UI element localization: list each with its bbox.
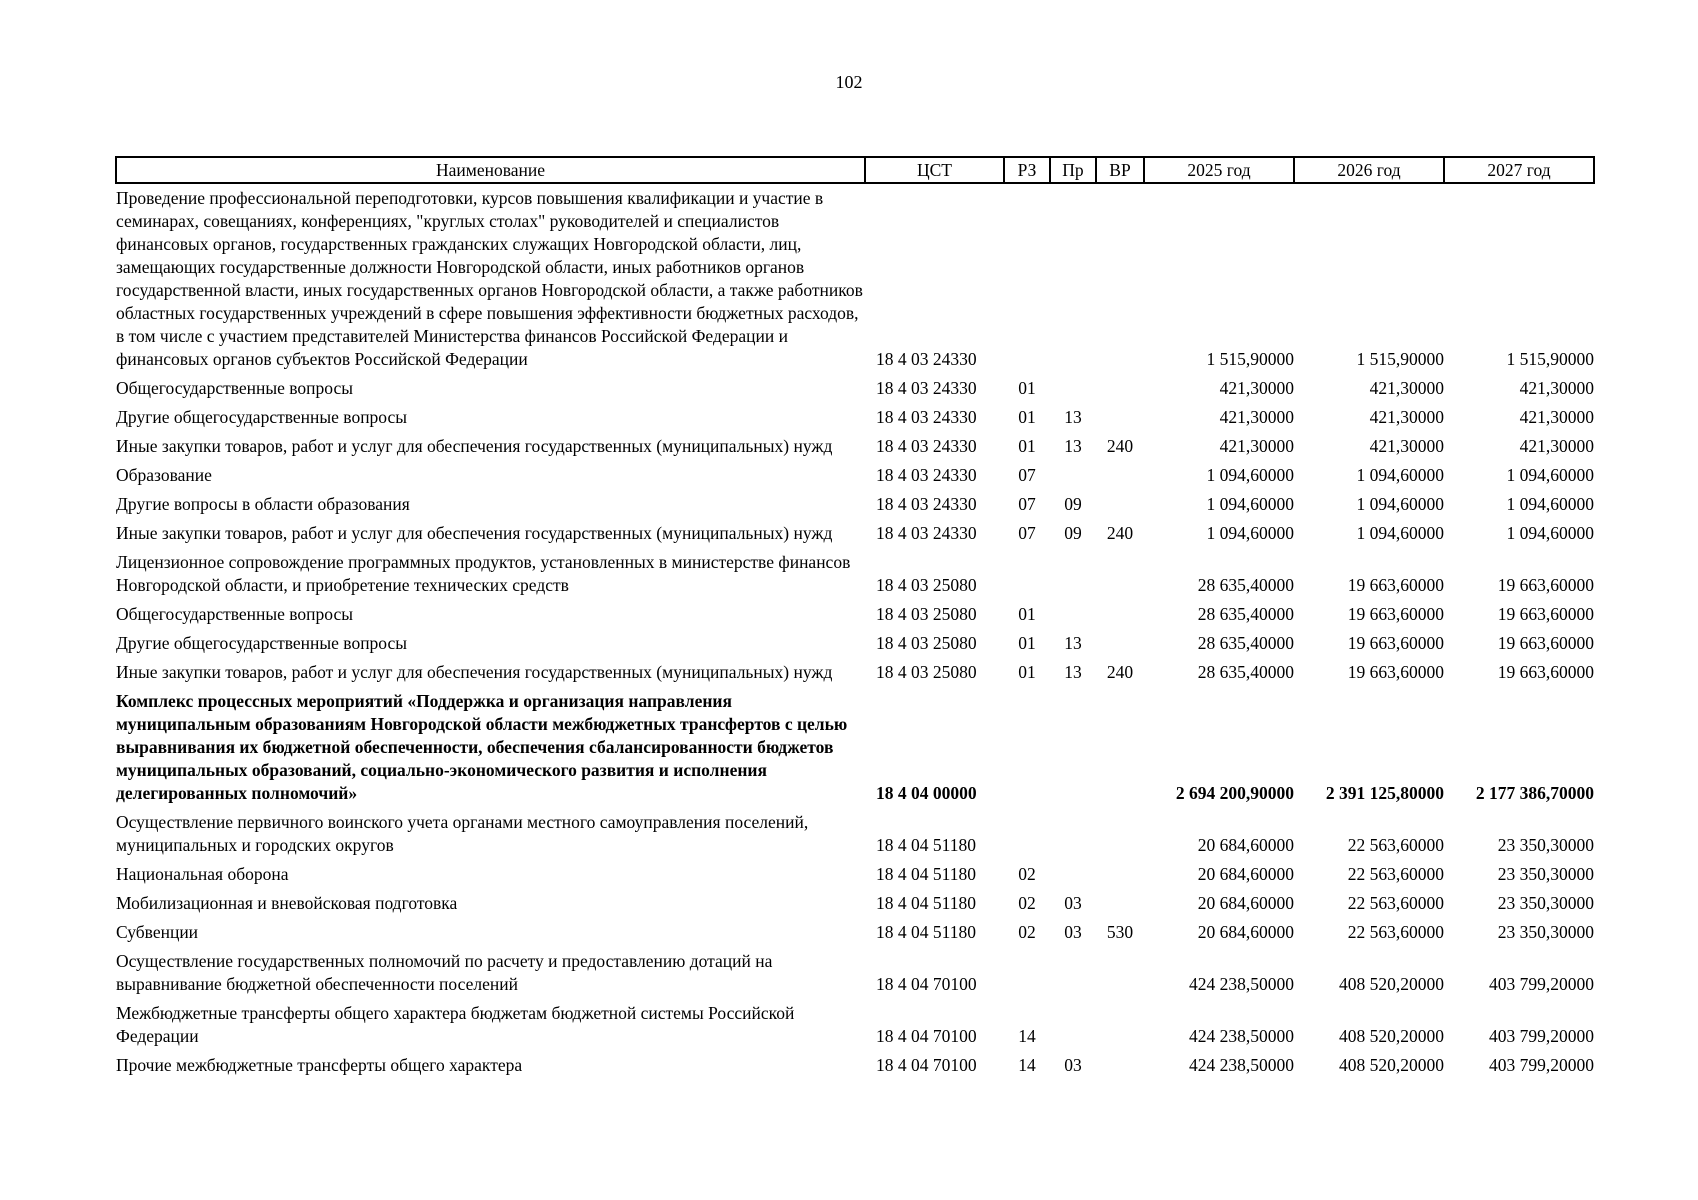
row-name: Проведение профессиональной переподготовки, курсов повышения квалификации и участие в семинарах, совещаниях, конференциях, "круглых столах" руководителей и специалистов финансовых органов, государственных гражданских служащих Новгородской области, лиц, замещающих государственные должности Новгородской области, иных работников органов государственной власти, иных государственных органов Новгородской области, а также работников областных государственных учреждений в сфере повышения эффективности бюджетных расходов, в том числе с участием представителей Министерства финансов Российской Федерации и финансовых органов субъектов Российской Федерации — [116, 188, 863, 369]
row-cst: 18 4 03 25080 — [876, 662, 977, 682]
row-rz — [1004, 687, 1050, 808]
row-rz: 01 — [1018, 633, 1036, 653]
row-2026: 421,30000 — [1369, 436, 1444, 456]
row-2027: 1 094,60000 — [1506, 523, 1594, 543]
row-vr — [1096, 860, 1144, 889]
table-row — [116, 808, 1594, 860]
row-pr: 09 — [1064, 494, 1082, 514]
row-vr — [1096, 548, 1144, 600]
row-pr: 13 — [1064, 662, 1082, 682]
row-pr — [1050, 461, 1096, 490]
row-2027: 19 663,60000 — [1497, 633, 1594, 653]
row-2027: 23 350,30000 — [1497, 922, 1594, 942]
row-cst: 18 4 04 51180 — [876, 893, 976, 913]
row-name: Осуществление первичного воинского учета органами местного самоуправления поселений, муниципальных и городских округов — [116, 812, 809, 855]
table-row — [116, 403, 1594, 432]
table-header-row — [116, 157, 1594, 183]
row-2025: 424 238,50000 — [1189, 974, 1294, 994]
row-pr — [1050, 374, 1096, 403]
row-name: Субвенции — [116, 922, 199, 942]
row-rz: 02 — [1018, 893, 1036, 913]
table-row — [116, 629, 1594, 658]
row-vr: 240 — [1106, 523, 1134, 543]
table-body — [116, 183, 1594, 1080]
row-vr — [1096, 403, 1144, 432]
row-pr: 13 — [1064, 633, 1082, 653]
row-2026: 22 563,60000 — [1347, 893, 1444, 913]
row-name: Прочие межбюджетные трансферты общего характера — [116, 1055, 523, 1075]
row-2025: 1 515,90000 — [1206, 349, 1294, 369]
row-cst: 18 4 04 70100 — [876, 1055, 977, 1075]
row-name: Иные закупки товаров, работ и услуг для обеспечения государственных (муниципальных) нужд — [116, 662, 833, 682]
row-2026: 19 663,60000 — [1347, 604, 1444, 624]
row-vr — [1096, 629, 1144, 658]
header-2027: 2027 год — [1444, 157, 1594, 183]
row-name: Общегосударственные вопросы — [116, 378, 354, 398]
table-row — [116, 432, 1594, 461]
row-rz — [1004, 808, 1050, 860]
table-row — [116, 1051, 1594, 1080]
row-2025: 28 635,40000 — [1197, 662, 1294, 682]
row-2025: 20 684,60000 — [1197, 835, 1294, 855]
row-2027: 403 799,20000 — [1489, 1055, 1594, 1075]
row-vr: 530 — [1106, 922, 1134, 942]
row-2025: 421,30000 — [1219, 407, 1294, 427]
row-cst: 18 4 03 24330 — [876, 436, 977, 456]
row-rz — [1004, 183, 1050, 374]
row-name: Другие общегосударственные вопросы — [116, 633, 408, 653]
row-pr — [1050, 183, 1096, 374]
row-cst: 18 4 04 51180 — [876, 864, 976, 884]
row-vr — [1096, 947, 1144, 999]
row-pr — [1050, 999, 1096, 1051]
table-row — [116, 999, 1594, 1051]
row-cst: 18 4 03 24330 — [876, 494, 977, 514]
row-name: Национальная оборона — [116, 864, 289, 884]
row-2026: 408 520,20000 — [1339, 974, 1444, 994]
row-vr — [1096, 183, 1144, 374]
row-vr — [1096, 687, 1144, 808]
row-2026: 1 094,60000 — [1356, 523, 1444, 543]
row-2026: 22 563,60000 — [1347, 835, 1444, 855]
row-pr: 03 — [1064, 1055, 1082, 1075]
row-pr — [1050, 600, 1096, 629]
row-pr: 13 — [1064, 436, 1082, 456]
row-name: Межбюджетные трансферты общего характера бюджетам бюджетной системы Российской Федерации — [116, 1003, 795, 1046]
row-2027: 19 663,60000 — [1497, 575, 1594, 595]
row-2027: 421,30000 — [1519, 378, 1594, 398]
row-2025: 20 684,60000 — [1197, 864, 1294, 884]
row-pr — [1050, 860, 1096, 889]
row-name: Образование — [116, 465, 212, 485]
row-name: Мобилизационная и вневойсковая подготовка — [116, 893, 458, 913]
row-vr — [1096, 1051, 1144, 1080]
row-rz: 01 — [1018, 604, 1036, 624]
table-row — [116, 658, 1594, 687]
row-vr — [1096, 889, 1144, 918]
header-cst: ЦСТ — [865, 157, 1004, 183]
row-cst: 18 4 03 24330 — [876, 465, 977, 485]
table-row — [116, 918, 1594, 947]
row-2027: 1 515,90000 — [1506, 349, 1594, 369]
row-rz: 01 — [1018, 378, 1036, 398]
row-cst: 18 4 04 51180 — [876, 922, 976, 942]
row-rz: 14 — [1018, 1026, 1036, 1046]
row-rz: 07 — [1018, 465, 1036, 485]
row-2026: 1 515,90000 — [1356, 349, 1444, 369]
header-2026: 2026 год — [1294, 157, 1444, 183]
row-pr — [1050, 687, 1096, 808]
row-2026: 421,30000 — [1369, 378, 1444, 398]
row-rz: 01 — [1018, 436, 1036, 456]
row-2027: 403 799,20000 — [1489, 1026, 1594, 1046]
row-2025: 424 238,50000 — [1189, 1026, 1294, 1046]
row-cst: 18 4 03 24330 — [876, 407, 977, 427]
row-cst: 18 4 04 00000 — [876, 783, 977, 803]
row-2026: 2 391 125,80000 — [1325, 783, 1444, 803]
row-vr — [1096, 999, 1144, 1051]
row-name: Осуществление государственных полномочий по расчету и предоставлению дотаций на выравнивание бюджетной обеспеченности поселений — [116, 951, 773, 994]
row-rz — [1004, 947, 1050, 999]
row-2026: 19 663,60000 — [1347, 662, 1444, 682]
row-name: Комплекс процессных мероприятий «Поддержка и организация направления муниципальным образованиям Новгородской области межбюджетных трансфертов с целью выравнивания их бюджетной обеспеченности, обеспечения сбалансированности бюджетов муниципальных образований, социально-экономического развития и исполнения делегированных полномочий» — [116, 691, 848, 803]
row-pr: 09 — [1064, 523, 1082, 543]
row-2027: 23 350,30000 — [1497, 864, 1594, 884]
row-2027: 421,30000 — [1519, 407, 1594, 427]
table-row — [116, 374, 1594, 403]
table-row — [116, 548, 1594, 600]
row-cst: 18 4 03 24330 — [876, 349, 977, 369]
row-2026: 19 663,60000 — [1347, 633, 1444, 653]
row-rz — [1004, 548, 1050, 600]
row-rz: 02 — [1018, 922, 1036, 942]
row-2025: 1 094,60000 — [1206, 494, 1294, 514]
row-vr — [1096, 374, 1144, 403]
table-row — [116, 519, 1594, 548]
row-2025: 1 094,60000 — [1206, 465, 1294, 485]
row-2027: 403 799,20000 — [1489, 974, 1594, 994]
row-2026: 22 563,60000 — [1347, 922, 1444, 942]
table-row — [116, 490, 1594, 519]
row-2025: 421,30000 — [1219, 378, 1294, 398]
row-pr: 03 — [1064, 922, 1082, 942]
row-vr — [1096, 490, 1144, 519]
table-row — [116, 889, 1594, 918]
row-2025: 20 684,60000 — [1197, 893, 1294, 913]
row-2025: 1 094,60000 — [1206, 523, 1294, 543]
row-2025: 421,30000 — [1219, 436, 1294, 456]
row-2025: 2 694 200,90000 — [1175, 783, 1294, 803]
header-2025: 2025 год — [1144, 157, 1294, 183]
row-name: Другие общегосударственные вопросы — [116, 407, 408, 427]
table-row — [116, 947, 1594, 999]
row-cst: 18 4 04 51180 — [876, 835, 976, 855]
row-cst: 18 4 03 25080 — [876, 604, 977, 624]
row-vr — [1096, 461, 1144, 490]
row-pr: 03 — [1064, 893, 1082, 913]
row-pr — [1050, 808, 1096, 860]
row-2025: 424 238,50000 — [1189, 1055, 1294, 1075]
table-row — [116, 687, 1594, 808]
header-vr: ВР — [1096, 157, 1144, 183]
row-2025: 28 635,40000 — [1197, 604, 1294, 624]
row-name: Иные закупки товаров, работ и услуг для обеспечения государственных (муниципальных) нужд — [116, 436, 833, 456]
row-rz: 01 — [1018, 662, 1036, 682]
header-pr: Пр — [1050, 157, 1096, 183]
row-2027: 1 094,60000 — [1506, 494, 1594, 514]
row-2027: 421,30000 — [1519, 436, 1594, 456]
table-row — [116, 600, 1594, 629]
row-vr — [1096, 600, 1144, 629]
row-name: Иные закупки товаров, работ и услуг для обеспечения государственных (муниципальных) нужд — [116, 523, 833, 543]
table-row — [116, 183, 1594, 374]
header-rz: РЗ — [1004, 157, 1050, 183]
table-row — [116, 461, 1594, 490]
row-2027: 23 350,30000 — [1497, 893, 1594, 913]
row-vr: 240 — [1106, 436, 1134, 456]
row-2026: 408 520,20000 — [1339, 1055, 1444, 1075]
row-2027: 19 663,60000 — [1497, 604, 1594, 624]
row-rz: 14 — [1018, 1055, 1036, 1075]
row-cst: 18 4 03 25080 — [876, 633, 977, 653]
budget-table — [115, 156, 1595, 1080]
row-cst: 18 4 04 70100 — [876, 1026, 977, 1046]
row-cst: 18 4 03 24330 — [876, 523, 977, 543]
row-2026: 421,30000 — [1369, 407, 1444, 427]
row-name: Другие вопросы в области образования — [116, 494, 410, 514]
table-row — [116, 860, 1594, 889]
row-cst: 18 4 03 24330 — [876, 378, 977, 398]
header-name: Наименование — [116, 157, 865, 183]
row-cst: 18 4 04 70100 — [876, 974, 977, 994]
row-2025: 28 635,40000 — [1197, 633, 1294, 653]
row-2027: 2 177 386,70000 — [1475, 783, 1594, 803]
row-2026: 1 094,60000 — [1356, 465, 1444, 485]
page-number: 102 — [835, 72, 863, 92]
row-name: Общегосударственные вопросы — [116, 604, 354, 624]
row-2026: 19 663,60000 — [1347, 575, 1444, 595]
row-cst: 18 4 03 25080 — [876, 575, 977, 595]
row-vr — [1096, 808, 1144, 860]
row-vr: 240 — [1106, 662, 1134, 682]
row-pr — [1050, 548, 1096, 600]
row-2026: 1 094,60000 — [1356, 494, 1444, 514]
row-2027: 19 663,60000 — [1497, 662, 1594, 682]
row-2025: 20 684,60000 — [1197, 922, 1294, 942]
row-rz: 01 — [1018, 407, 1036, 427]
row-name: Лицензионное сопровождение программных продуктов, установленных в министерстве финансов Новгородской области, и приобретение технических средств — [116, 552, 851, 595]
row-2026: 22 563,60000 — [1347, 864, 1444, 884]
row-2026: 408 520,20000 — [1339, 1026, 1444, 1046]
row-rz: 07 — [1018, 494, 1036, 514]
row-pr — [1050, 947, 1096, 999]
row-2025: 28 635,40000 — [1197, 575, 1294, 595]
row-rz: 02 — [1018, 864, 1036, 884]
row-2027: 23 350,30000 — [1497, 835, 1594, 855]
row-rz: 07 — [1018, 523, 1036, 543]
row-2027: 1 094,60000 — [1506, 465, 1594, 485]
row-pr: 13 — [1064, 407, 1082, 427]
